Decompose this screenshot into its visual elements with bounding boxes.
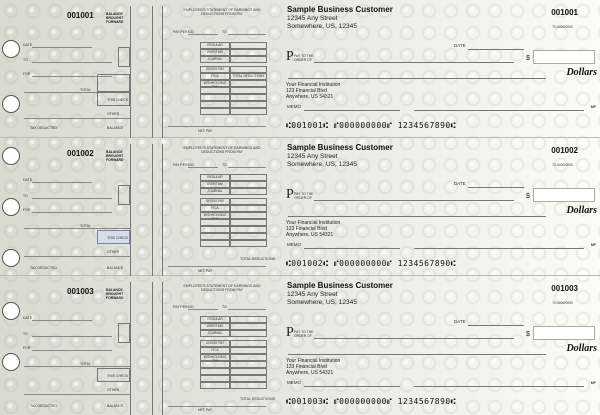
micr-line: ⑆001001⑆ ⑈000000000⑈ 1234567890⑆ (286, 121, 457, 130)
earnings-statement-header: EMPLOYEE'S STATEMENT OF EARNINGS AND DEDUCTIONS FROM PAY (183, 146, 261, 154)
stub-to-label: TO (23, 58, 28, 62)
pay-to-letter: P (286, 187, 294, 202)
pay-to-letter: P (286, 49, 294, 64)
dollar-sign: $ (526, 55, 530, 62)
routing-fraction: 70-0000/0000 (552, 163, 573, 167)
micr-line: ⑆001002⑆ ⑈000000000⑈ 1234567890⑆ (286, 259, 457, 268)
pay-to-label: PAY TO THE ORDER OF (294, 192, 314, 200)
date-line[interactable] (468, 187, 524, 188)
overtime-label: OVERTIME (200, 323, 230, 330)
journal-label: JOURNAL (200, 330, 230, 337)
check-number: 001001 (551, 8, 578, 17)
dollars-label: Dollars (566, 343, 597, 354)
net-pay-label: NET PAY (198, 269, 213, 273)
customer-name: Sample Business Customer (287, 5, 393, 14)
balance-forward-label: BALANCE BROUGHT FORWARD (106, 12, 124, 24)
pay-period-to-label: TO (222, 305, 227, 309)
check-2 (0, 138, 600, 276)
check-stub (0, 0, 273, 138)
stub-to-label: TO (23, 332, 28, 336)
stub-this-check-label: THIS CHECK (107, 236, 129, 240)
stub-for-label: FOR (23, 72, 31, 76)
total-deductions-label: TOTAL DEDUCTIONS (240, 257, 275, 261)
mp-label: MP (590, 105, 596, 109)
date-label: DATE (454, 319, 466, 324)
pay-period-to-label: TO (222, 30, 227, 34)
amount-box[interactable] (533, 326, 595, 340)
stub-tax-deducted-label: TAX DEDUCTED (30, 126, 57, 130)
check-number: 001002 (551, 146, 578, 155)
withholding-label: WITHHOLDING TAX (200, 212, 230, 219)
dollars-label: Dollars (566, 205, 597, 216)
micr-line: ⑆001003⑆ ⑈000000000⑈ 1234567890⑆ (286, 397, 457, 406)
pay-period-to-label: TO (222, 163, 227, 167)
customer-address-line2: Somewhere, US, 12345 (287, 23, 358, 30)
stub-total-label: TOTAL (80, 362, 91, 366)
pay-period-label: PAY PERIOD (173, 30, 194, 34)
customer-name: Sample Business Customer (287, 281, 393, 290)
amount-box[interactable] (533, 50, 595, 64)
check-3 (0, 276, 600, 415)
stub-balance-label: BALANCE (107, 266, 124, 270)
bank-address-line2: Anywhere, US 54321 (286, 232, 334, 238)
pay-period-label: PAY PERIOD (173, 163, 194, 167)
stub-balance-label: BALANCE (107, 404, 124, 408)
check-1 (0, 0, 600, 138)
balance-forward-label: BALANCE BROUGHT FORWARD (106, 288, 124, 300)
balance-forward-label: BALANCE BROUGHT FORWARD (106, 150, 124, 162)
check-body (278, 138, 600, 276)
overtime-label: OVERTIME (200, 181, 230, 188)
bank-name: Your Financial Institution (286, 220, 341, 226)
stub-check-number: 001001 (67, 11, 94, 20)
payee-line[interactable] (314, 62, 514, 63)
stub-tax-deducted-label: TAX DEDUCTED (30, 266, 57, 270)
regular-label: REGULAR (200, 316, 230, 323)
bank-address-line1: 123 Financial Blvd (286, 226, 327, 232)
memo-line[interactable] (304, 386, 400, 387)
withholding-label: WITHHOLDING TAX (200, 354, 230, 361)
customer-address-line1: 12345 Any Street (287, 15, 338, 22)
payee-line[interactable] (314, 338, 514, 339)
stub-date-label: DATE (23, 43, 33, 47)
memo-line[interactable] (304, 110, 400, 111)
earnings-statement-header: EMPLOYEE'S STATEMENT OF EARNINGS AND DEDUCTIONS FROM PAY (183, 284, 261, 292)
stub-this-check-label: THIS CHECK (107, 374, 129, 378)
dollar-sign: $ (526, 193, 530, 200)
fica-label: FICA (200, 205, 230, 212)
stub-date-label: DATE (23, 316, 33, 320)
net-pay-label: NET PAY (198, 129, 213, 133)
bank-address-line1: 123 Financial Blvd (286, 364, 327, 370)
bank-address-line2: Anywhere, US 54321 (286, 94, 334, 100)
stub-balance-label: BALANCE (107, 126, 124, 130)
pay-to-label: PAY TO THE ORDER OF (294, 330, 314, 338)
stub-other-label: OTHER (107, 112, 120, 116)
check-stub (0, 276, 273, 414)
stub-total-label: TOTAL (80, 224, 91, 228)
regular-label: REGULAR (200, 174, 230, 181)
mp-label: MP (590, 243, 596, 247)
overtime-label: OVERTIME (200, 49, 230, 56)
date-line[interactable] (468, 49, 524, 50)
pay-to-label: PAY TO THE ORDER OF (294, 54, 314, 62)
stub-for-label: FOR (23, 208, 31, 212)
memo-label: MEMO (287, 242, 301, 247)
stub-tax-deducted-label: TAX DEDUCTED (30, 404, 57, 408)
routing-fraction: 70-0000/0000 (552, 301, 573, 305)
journal-label: JOURNAL (200, 188, 230, 195)
amount-words-line[interactable] (288, 78, 546, 79)
stub-other-label: OTHER (107, 388, 120, 392)
customer-address-line2: Somewhere, US, 12345 (287, 161, 358, 168)
memo-label: MEMO (287, 104, 301, 109)
journal-label: JOURNAL (200, 56, 230, 63)
date-line[interactable] (468, 325, 524, 326)
total-deductions-label: TOTAL DEDUCTIONS (240, 397, 275, 401)
regular-label: REGULAR (200, 42, 230, 49)
stub-total-label: TOTAL (80, 88, 91, 92)
memo-line[interactable] (304, 248, 400, 249)
stub-check-number: 001003 (67, 287, 94, 296)
date-label: DATE (454, 181, 466, 186)
signature-line[interactable] (414, 110, 584, 111)
routing-fraction: 70-0000/0000 (552, 25, 573, 29)
bank-name: Your Financial Institution (286, 358, 341, 364)
check-stub (0, 138, 273, 276)
stub-for-label: FOR (23, 346, 31, 350)
customer-address-line1: 12345 Any Street (287, 291, 338, 298)
payee-line[interactable] (314, 200, 514, 201)
customer-address-line1: 12345 Any Street (287, 153, 338, 160)
bank-address-line1: 123 Financial Blvd (286, 88, 327, 94)
fica-label: FICA (200, 347, 230, 354)
mp-label: MP (590, 381, 596, 385)
total-deductions-label: TOTAL DEDUCTIONS (230, 73, 267, 80)
amount-words-line[interactable] (288, 354, 546, 355)
signature-line[interactable] (414, 248, 584, 249)
amount-words-line[interactable] (288, 216, 546, 217)
stub-check-number: 001002 (67, 149, 94, 158)
check-body (278, 276, 600, 414)
net-pay-label: NET PAY (198, 408, 213, 412)
customer-address-line2: Somewhere, US, 12345 (287, 299, 358, 306)
amount-box[interactable] (533, 188, 595, 202)
signature-line[interactable] (414, 386, 584, 387)
gross-pay-label: GROSS PAY (200, 66, 230, 73)
dollars-label: Dollars (566, 67, 597, 78)
dollar-sign: $ (526, 331, 530, 338)
memo-label: MEMO (287, 380, 301, 385)
stub-other-label: OTHER (107, 250, 120, 254)
gross-pay-label: GROSS PAY (200, 198, 230, 205)
check-number: 001003 (551, 284, 578, 293)
pay-period-label: PAY PERIOD (173, 305, 194, 309)
bank-address-line2: Anywhere, US 54321 (286, 370, 334, 376)
bank-name: Your Financial Institution (286, 82, 341, 88)
fica-label: FICA (200, 73, 230, 80)
date-label: DATE (454, 43, 466, 48)
stub-date-label: DATE (23, 178, 33, 182)
stub-to-label: TO (23, 194, 28, 198)
pay-to-letter: P (286, 325, 294, 340)
check-body (278, 0, 600, 138)
stub-this-check-label: THIS CHECK (107, 98, 129, 102)
earnings-statement-header: EMPLOYEE'S STATEMENT OF EARNINGS AND DEDUCTIONS FROM PAY (183, 8, 261, 16)
customer-name: Sample Business Customer (287, 143, 393, 152)
gross-pay-label: GROSS PAY (200, 340, 230, 347)
withholding-label: WITHHOLDING TAX (200, 80, 230, 87)
